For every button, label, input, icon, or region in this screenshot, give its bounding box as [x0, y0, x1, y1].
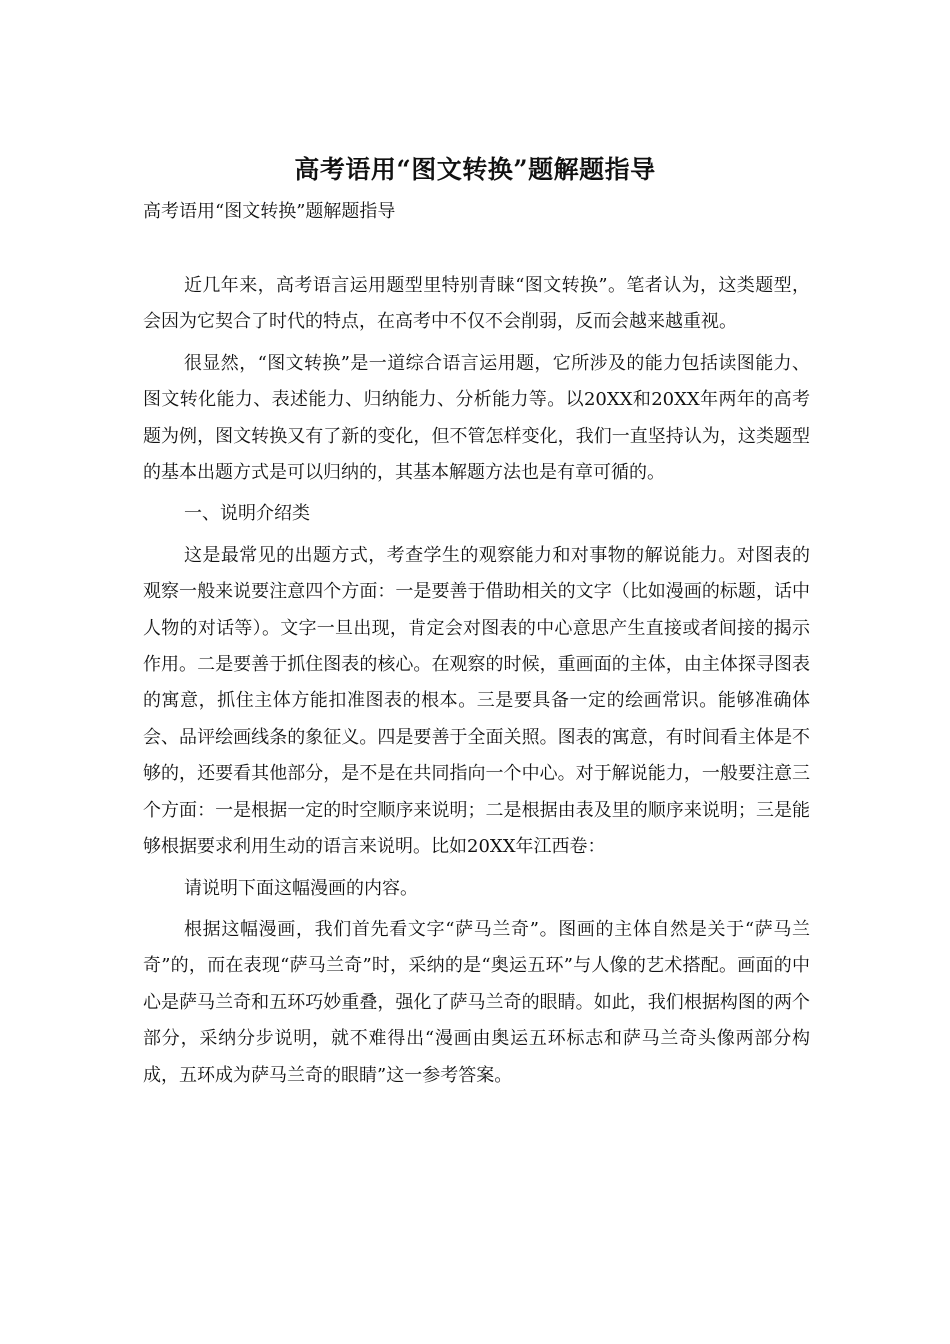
section-heading: 一、说明介绍类 [184, 503, 310, 525]
document-subtitle: 高考语用“图文转换”题解题指导 [143, 201, 396, 222]
document-title: 高考语用“图文转换”题解题指导 [294, 155, 656, 184]
paragraph-question: 请说明下面这幅漫画的内容。 [184, 877, 418, 899]
paragraph-explanation: 这是最常见的出题方式，考查学生的观察能力和对事物的解说能力。对图表的观察一般来说要注意四个方面：一是要善于借助相关的文字（比如漫画的标题，话中人物的对话等）。文字一旦出现，肯定会对图表的中心意思产生直接或者间接的揭示作用。二是要善于抓住图表的核心。在观察的时候，重画面的主体，由主体探寻图表的寓意，抓住主体方能扣准图表的根本。三是要具备一定的绘画常识。能够准确体会、品评绘画线条的象征义。四是要善于全面关照。图表的寓意，有时间看主体是不够的，还要看其他部分，是不是在共同指向一个中心。对于解说能力，一般要注意三个方面：一是根据一定的时空顺序来说明；二是根据由表及里的顺序来说明；三是能够根据要求利用生动的语言来说明。比如20XX年江西卷： [143, 544, 810, 858]
paragraph-abilities: 很显然，“图文转换”是一道综合语言运用题，它所涉及的能力包括读图能力、图文转化能力、表述能力、归纳能力、分析能力等。以20XX和20XX年两年的高考题为例，图文转换又有了新的变化，但不管怎样变化，我们一直坚持认为，这类题型的基本出题方式是可以归纳的，其基本解题方法也是有章可循的。 [143, 352, 810, 484]
document-body [143, 268, 810, 1099]
paragraph-intro: 近几年来，高考语言运用题型里特别青睐“图文转换”。笔者认为，这类题型，会因为它契合了时代的特点，在高考中不仅不会削弱，反而会越来越重视。 [143, 275, 810, 333]
paragraph-answer: 根据这幅漫画，我们首先看文字“萨马兰奇”。图画的主体自然是关于“萨马兰奇”的，而在表现“萨马兰奇”时，采纳的是“奥运五环”与人像的艺术搭配。画面的中心是萨马兰奇和五环巧妙重叠，强化了萨马兰奇的眼睛。如此，我们根据构图的两个部分，采纳分步说明，就不难得出“漫画由奥运五环标志和萨马兰奇头像两部分构成，五环成为萨马兰奇的眼睛”这一参考答案。 [143, 918, 810, 1086]
